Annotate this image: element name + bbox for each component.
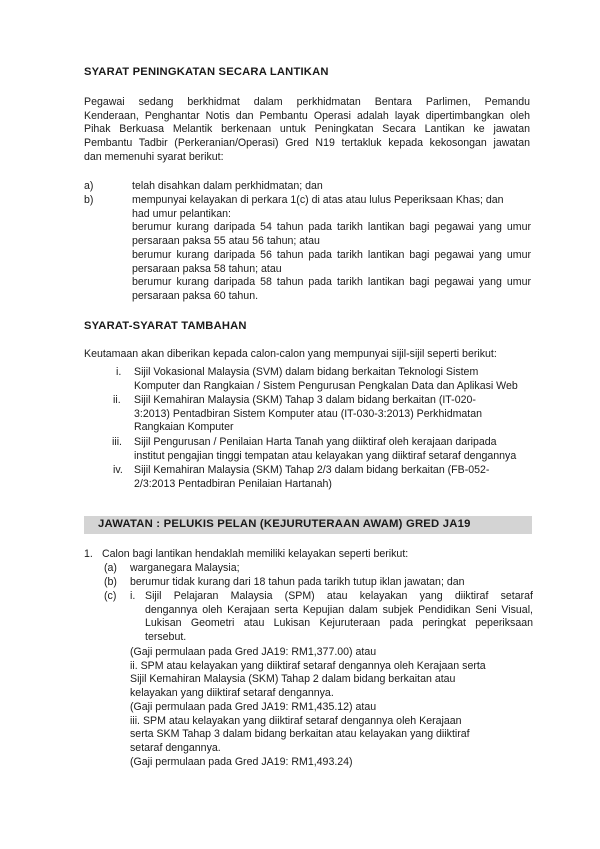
cert-iv-marker: iv. [113, 464, 123, 476]
cert-line: Sijil Pengurusan / Penilaian Harta Tanah yang diiktiraf oleh kerajaan daripada [134, 436, 497, 448]
item-b-line: mempunyai kelayakan di perkara 1(c) di atas atau lulus Peperiksaan Khas; dan [132, 194, 504, 206]
item1-c-i [145, 590, 533, 645]
salary-ii: (Gaji permulaan pada Gred JA19: RM1,435.12) atau [130, 700, 377, 713]
cert-line: Sijil Vokasional Malaysia (SVM) dalam bidang berkaitan Teknologi Sistem [134, 366, 479, 378]
c-i-line: tersebut. [145, 631, 187, 644]
cert-iii-marker: iii. [112, 436, 123, 448]
item1-b-text: berumur tidak kurang dari 18 tahun pada tarikh tutup iklan jawatan; dan [130, 576, 465, 588]
cert-iv [134, 464, 534, 491]
salary-i: (Gaji permulaan pada Gred JA19: RM1,377.00) atau [130, 646, 377, 658]
cert-line: 2/3:2013 Pentadbiran Penilaian Hartanah) [134, 477, 332, 490]
item-a-marker: a) [84, 180, 94, 192]
jawatan-title: JAWATAN : PELUKIS PELAN (KEJURUTERAAN AWAM) GRED JA19 [98, 518, 471, 530]
c-i-line: dengannya oleh Kerajaan serta Kepujian dalam subjek Pendidikan Seni Visual, [145, 603, 533, 616]
item-b-line: had umur pelantikan: [132, 207, 231, 220]
item1-b-marker: (b) [104, 576, 117, 588]
cert-line: 3:2013) Pentadbiran Sistem Komputer atau (IT-030-3:2013) Perkhidmatan [134, 407, 483, 420]
cert-line: Sijil Kemahiran Malaysia (SKM) Tahap 2/3 dalam bidang berkaitan (FB-052- [134, 464, 490, 476]
item-b-line: berumur kurang daripada 58 tahun pada tarikh lantikan bagi pegawai yang umur [132, 276, 531, 289]
item1-intro: Calon bagi lantikan hendaklah memiliki kelayakan seperti berikut: [102, 548, 409, 560]
item-b-line: berumur kurang daripada 54 tahun pada tarikh lantikan bagi pegawai yang umur [132, 221, 531, 234]
item1-c-marker: (c) [104, 590, 117, 602]
salary-iii: (Gaji permulaan pada Gred JA19: RM1,493.24) [130, 755, 353, 768]
intro-line: Pihak Berkuasa Melantik berkenaan untuk Peningkatan Secara Lantikan ke jawatan [84, 123, 530, 136]
c-iii-line: setaraf dengannya. [130, 741, 221, 754]
c-iii-line: serta SKM Tahap 3 dalam bidang berkaitan atau kelayakan yang diiktiraf [130, 728, 470, 741]
item-b-line: berumur kurang daripada 56 tahun pada tarikh lantikan bagi pegawai yang umur [132, 248, 531, 261]
intro-line: Pegawai sedang berkhidmat dalam perkhidmatan Bentara Parlimen, Pemandu [84, 96, 530, 108]
item-b-line: persaraan paksa 60 tahun. [132, 289, 259, 302]
cert-iii [134, 436, 539, 463]
c-ii-line: ii. SPM atau kelayakan yang diiktiraf setaraf dengannya oleh Kerajaan serta [130, 659, 486, 672]
section2-intro: Keutamaan akan diberikan kepada calon-calon yang mempunyai sijil-sijil seperti berikut: [84, 348, 497, 360]
item1-c-i-marker: i. [130, 590, 136, 602]
cert-line: institut pengajian tinggi tempatan atau kelayakan yang diiktiraf setaraf dengannya [134, 449, 517, 462]
c-iii-line: iii. SPM atau kelayakan yang diiktiraf setaraf dengannya oleh Kerajaan [130, 714, 462, 727]
item-b-marker: b) [84, 194, 94, 206]
item1-a-text: warganegara Malaysia; [130, 562, 240, 574]
c-ii-line: Sijil Kemahiran Malaysia (SKM) Tahap 2 dalam bidang berkaitan atau [130, 673, 456, 686]
item-b-list [132, 194, 531, 304]
c-ii-line: kelayakan yang diiktiraf setaraf dengannya. [130, 687, 334, 700]
intro-line: Pembantu Tadbir (Perkeranian/Operasi) Gred N19 tertakluk kepada kekosongan jawatan [84, 137, 530, 150]
c-i-line: Sijil Pelajaran Malaysia (SPM) atau kelayakan yang diiktiraf setaraf [145, 590, 533, 602]
cert-line: Sijil Kemahiran Malaysia (SKM) Tahap 3 dalam bidang berkaitan (IT-020- [134, 394, 476, 406]
section-title-peningkatan: SYARAT PENINGKATAN SECARA LANTIKAN [84, 66, 329, 78]
cert-i-marker: i. [116, 366, 122, 378]
item-b-line: persaraan paksa 55 atau 56 tahun; atau [132, 235, 320, 248]
item1-c-rest [130, 646, 534, 769]
cert-ii-marker: ii. [113, 394, 121, 406]
section-title-tambahan: SYARAT-SYARAT TAMBAHAN [84, 320, 247, 332]
cert-line: Komputer dan Rangkaian / Sistem Pengurusan Pengkalan Data dan Aplikasi Web [134, 379, 518, 392]
section1-intro [84, 96, 530, 165]
intro-line: Kenderaan, Penghantar Notis dan Pembantu Operasi adalah layak dipertimbangkan oleh [84, 109, 530, 122]
item-a-text: telah disahkan dalam perkhidmatan; dan [132, 180, 323, 192]
cert-ii [134, 394, 534, 435]
item-b-line: persaraan paksa 58 tahun; atau [132, 262, 282, 275]
cert-line: Rangkaian Komputer [134, 421, 234, 434]
intro-line: dan memenuhi syarat berikut: [84, 150, 224, 163]
item1-a-marker: (a) [104, 562, 117, 574]
c-i-line: Lukisan Geometri atau Lukisan Kejuruteraan pada peringkat peperiksaan [145, 617, 533, 630]
item1-marker: 1. [84, 548, 93, 560]
cert-i [134, 366, 534, 393]
